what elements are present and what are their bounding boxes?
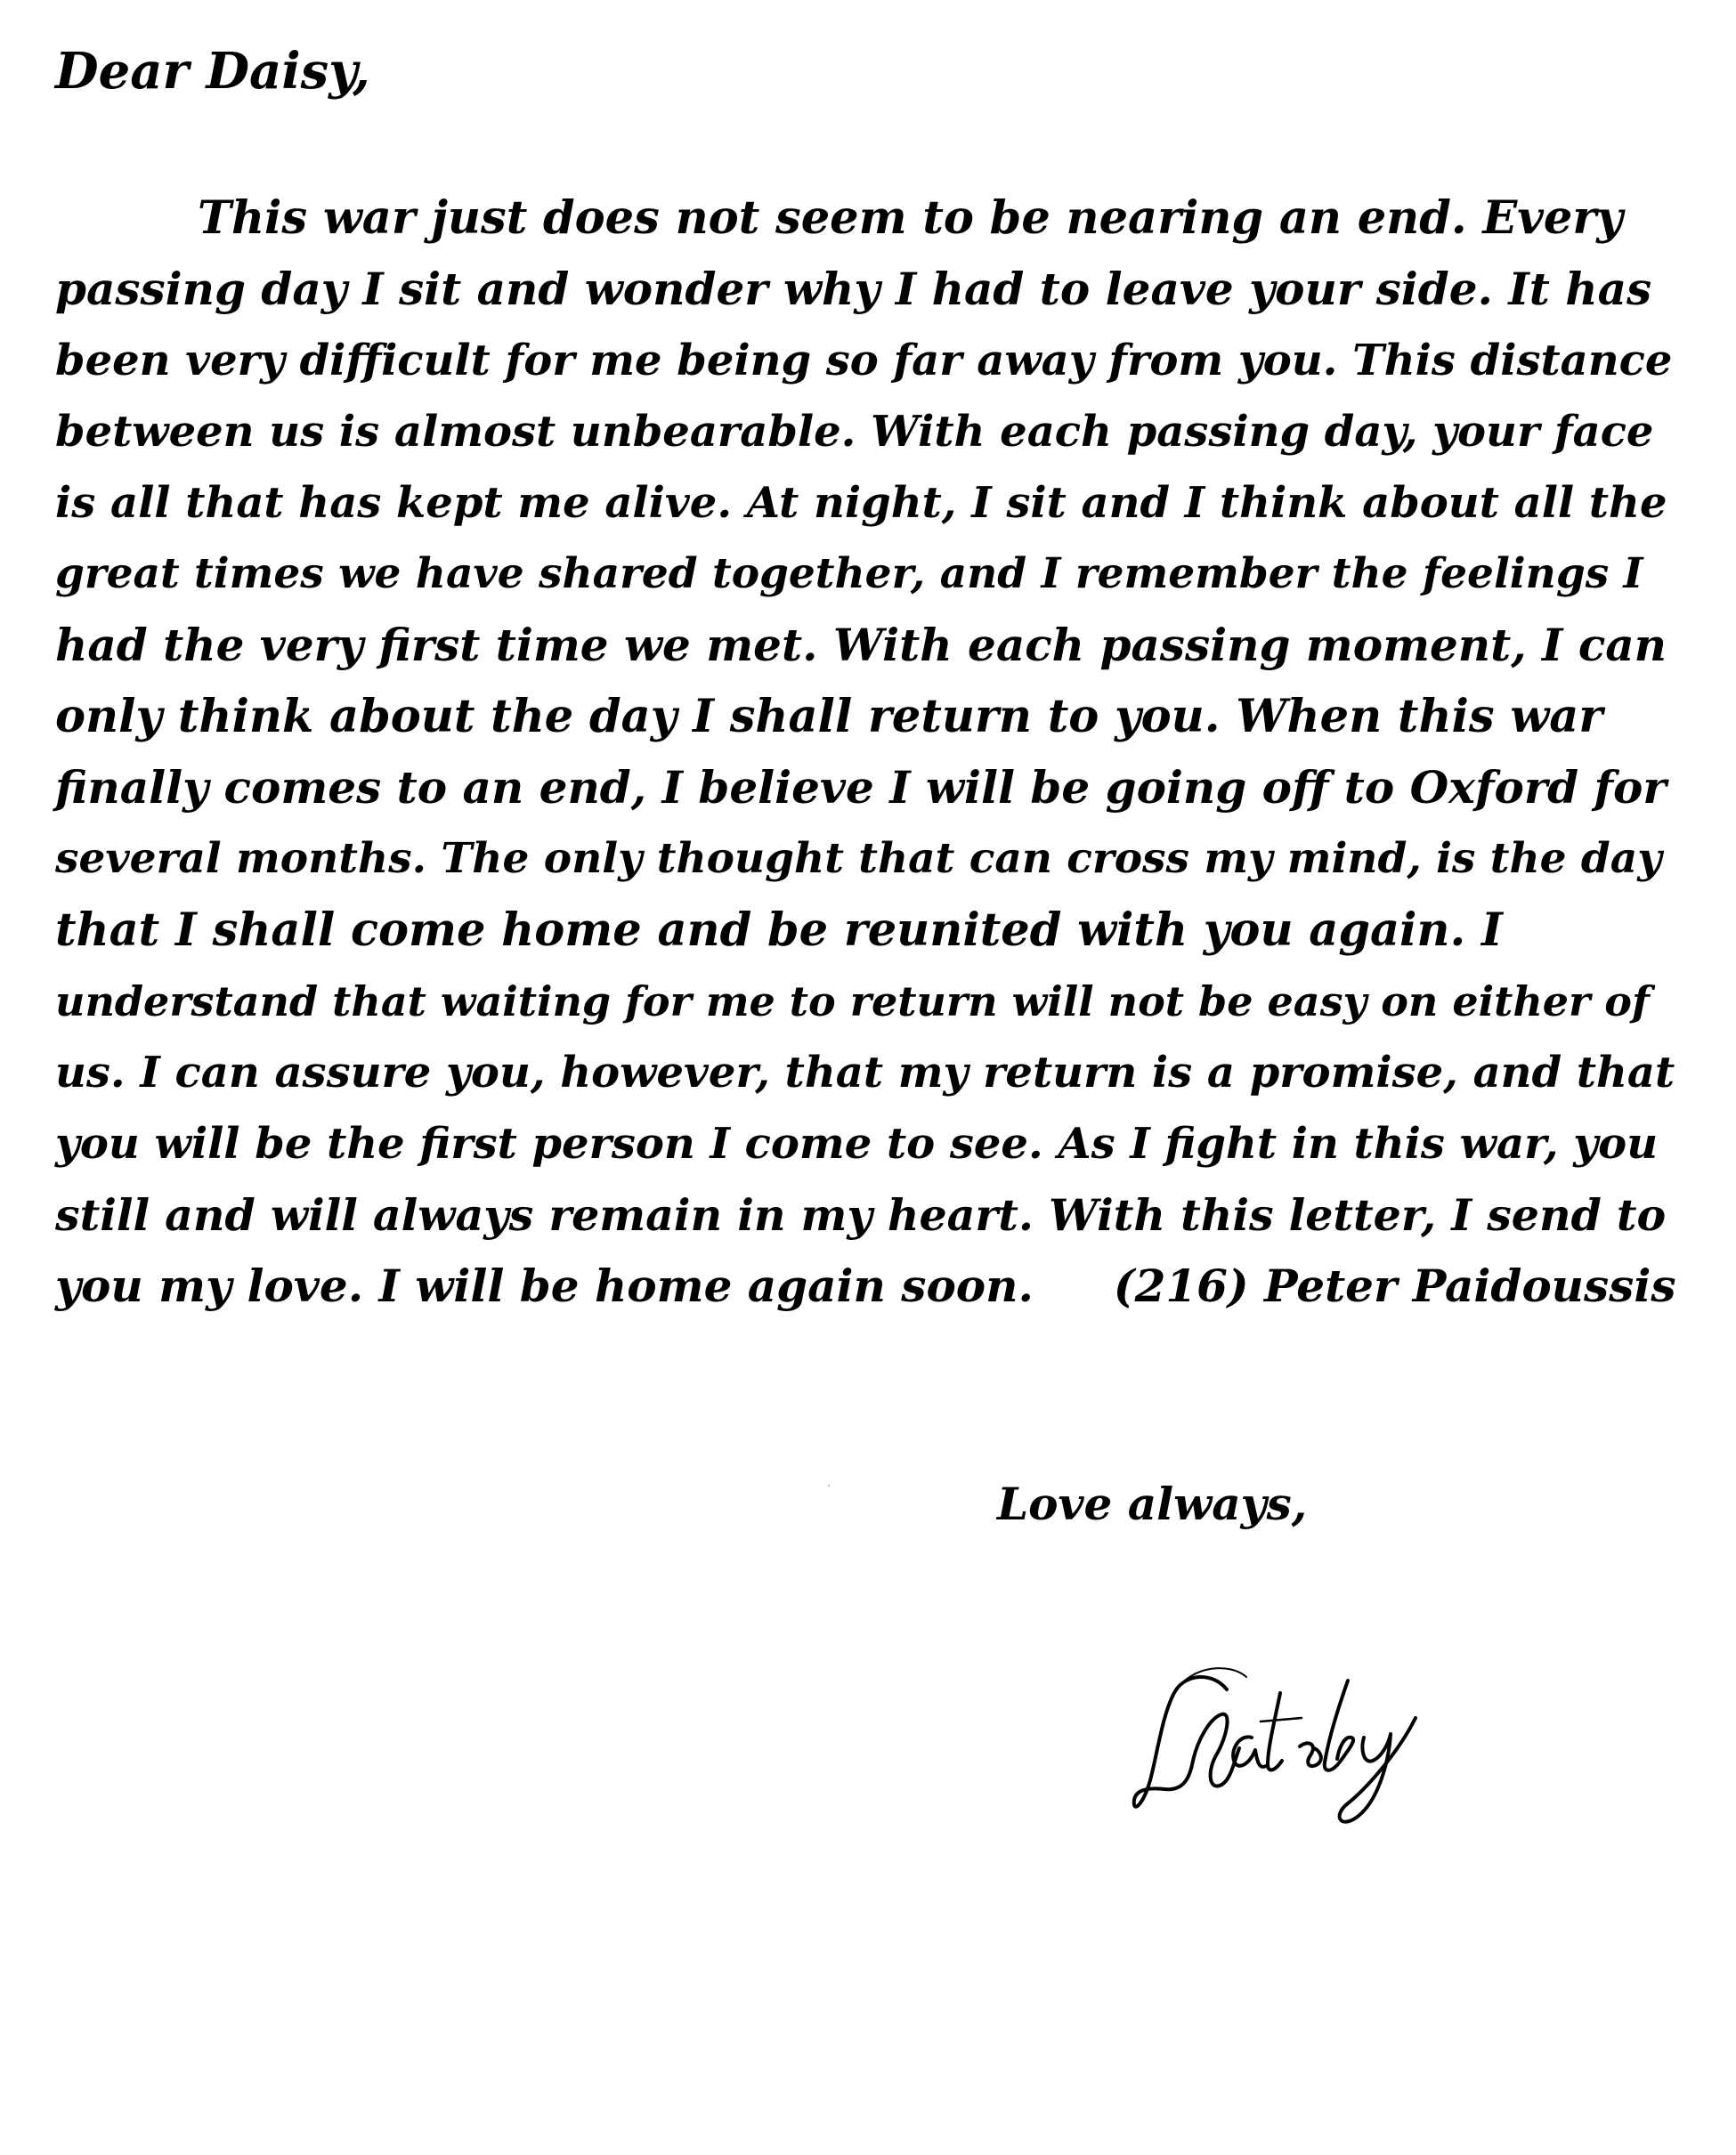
body-line: This war just does not seem to be nearing an end. Every xyxy=(198,191,1623,245)
body-line: passing day I sit and wonder why I had to leave your side. It has xyxy=(55,263,1652,315)
body-line: you will be the first person I come to see. As I fight in this war, you xyxy=(55,1119,1659,1169)
letter-body xyxy=(55,182,1675,1322)
signature-drawing xyxy=(1131,1656,1451,1851)
closing: Love always, xyxy=(997,1478,1308,1530)
body-line: that I shall come home and be reunited with you again. I xyxy=(55,903,1503,957)
salutation: Dear Daisy, xyxy=(55,42,370,101)
body-line: several months. The only thought that can cross my mind, is the day xyxy=(55,834,1662,883)
paper-speck xyxy=(828,1485,830,1487)
last-line-text: you my love. I will be home again soon. xyxy=(55,1260,1034,1312)
body-line: finally comes to an end, I believe I will be going off to Oxford for xyxy=(55,761,1667,814)
body-line: still and will always remain in my heart. With this letter, I send to xyxy=(55,1189,1667,1241)
author-credit: (216) Peter Paidoussis xyxy=(1113,1260,1676,1312)
body-line: great times we have shared together, and I remember the feelings I xyxy=(55,549,1643,598)
body-line: is all that has kept me alive. At night, I sit and I think about all the xyxy=(55,478,1667,528)
body-line: only think about the day I shall return to you. When this war xyxy=(55,690,1603,743)
signature xyxy=(1131,1656,1451,1851)
body-line: understand that waiting for me to return will not be easy on either of xyxy=(55,977,1650,1025)
body-line-last xyxy=(55,1251,1675,1322)
body-line: between us is almost unbearable. With each passing day, your face xyxy=(55,407,1654,457)
body-line: been very difficult for me being so far away from you. This distance xyxy=(55,336,1673,385)
body-line: us. I can assure you, however, that my return is a promise, and that xyxy=(55,1048,1675,1098)
body-line: had the very first time we met. With each passing moment, I can xyxy=(55,619,1667,671)
